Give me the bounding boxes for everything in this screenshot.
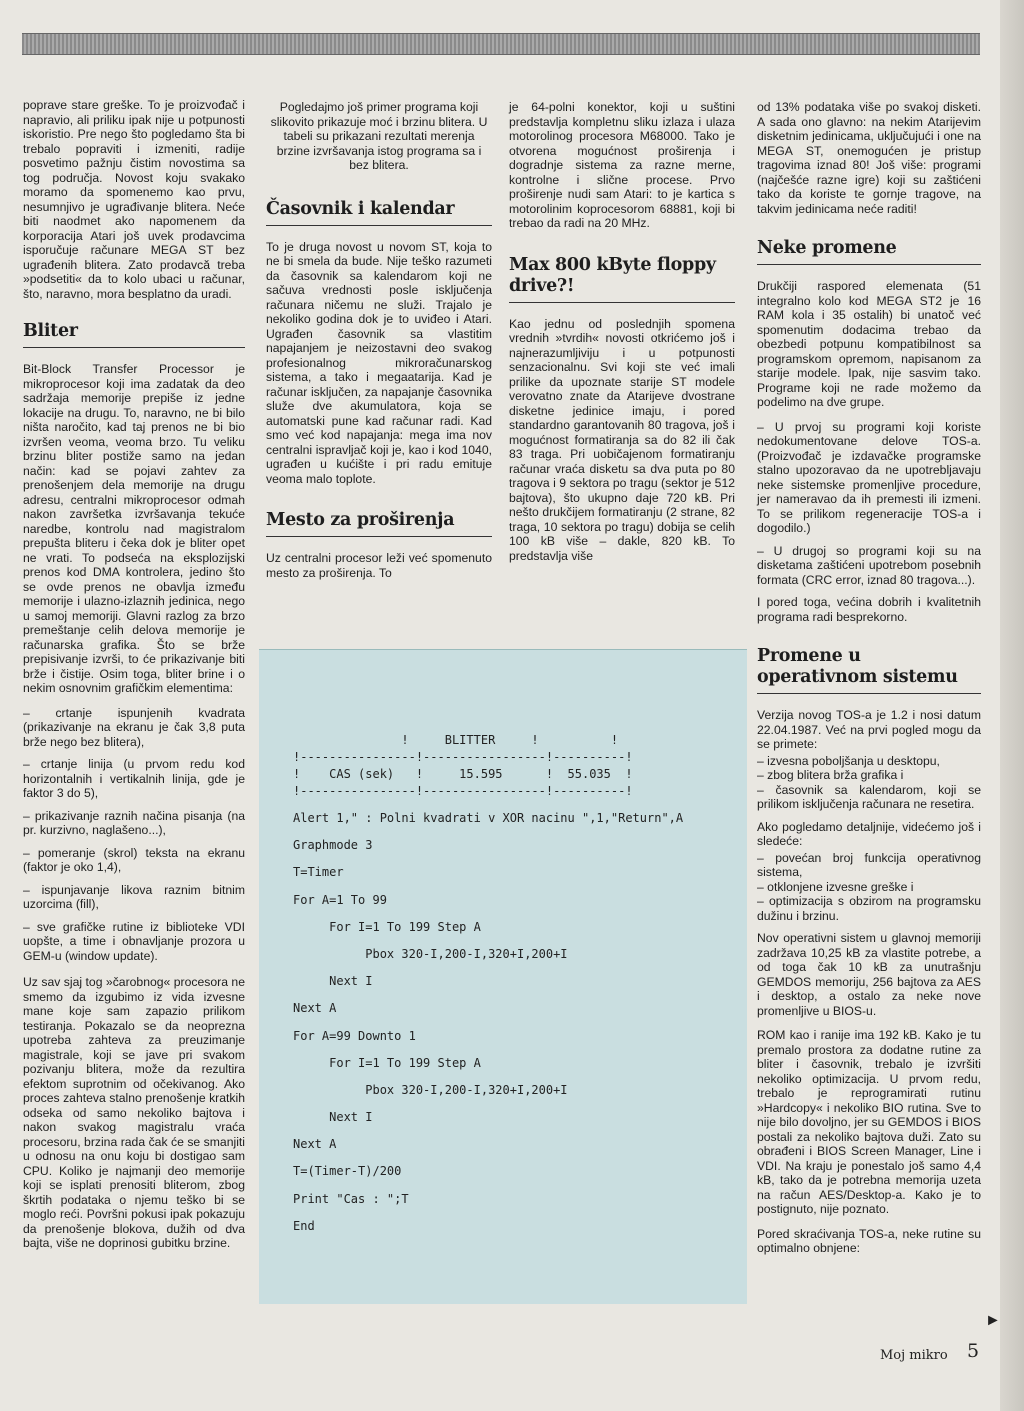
- list-item: – izvesna poboljšanja u desktopu,: [757, 753, 940, 768]
- heading-mesto: Mesto za proširenja: [266, 510, 492, 537]
- heading-neke-promene: Neke promene: [757, 238, 981, 265]
- paragraph: Pogledajmo još primer programa koji slikovito prikazuje moć i brzinu blitera. U tabeli su prikazani rezultati merenja brzine izvršavanja istog programa sa i bez blitera.: [270, 100, 488, 172]
- program-code: Alert 1," : Polni kvadrati v XOR nacinu ",1,"Return",A Graphmode 3 T=Timer For A=1 To 99 For I=1 To 199 Step A Pbox 320-I,200-I,320+I,200+I Next I Next A For A=99 Downto 1 For I=1 To 199 Step A Pbox 320-I,200-I,320+I,200+I Next I Next A T=(Timer-T)/200 Print "Cas : ";T End: [293, 811, 684, 1233]
- list-item: – U prvoj su programi koji koriste nedokumentovane delove TOS-a. (Proizvođač je izdavačke programske stalno upozoravao da ne upotrebljavaju neke sistemske promenljive procedure, jer nameravao da ih premesti ili izmeni. To se prilikom regeneracije TOS-a i dogodilo.): [757, 419, 981, 535]
- paragraph: Kao jednu od poslednjih spomena vrednih »tvrdih« novosti otkrićemo još i najnerazumljiviju i u potpunosti senzacionalnu. Svi koji ste već imali prilike da upoznate starije ST modele verovatno znate da Atarijeve dvostrane disketne jedinice imaju, i pored standardno garantovanih 80 tragova, još i mogućnost formatiranja sa do 82 ili čak 83 traga. Pri uobičajenom formatiranju računar vraća disketu sa dva puta po 80 tragova i 9 sektora po tragu (sektor je 512 bajtova), što ukupno daje 720 kB. Pri nešto drukčijem formatiranju (2 strane, 82 traga, 10 sektora po tragu) dobija se celih 100 kB više – dakle, 820 kB. To predstavlja više: [509, 316, 735, 563]
- list-item: – otklonjene izvesne greške i: [757, 879, 914, 894]
- paragraph: Ako pogledamo detaljnije, videćemo još i sledeće:: [757, 819, 981, 848]
- column-2: [266, 100, 492, 590]
- paragraph: Nov operativni sistem u glavnoj memoriji zadržava 10,25 kB za vlastite potrebe, a od toga čak 10 kB za unutrašnju GEMDOS memoriju, 256 bajtova za AES i desktop, a ostalo za neke nove promenljive u BIOS-u.: [757, 931, 981, 1018]
- heading-floppy: Max 800 kByte floppy drive?!: [509, 255, 735, 303]
- list-item: – optimizacija s obzirom na programsku dužinu i brzinu.: [757, 894, 981, 923]
- column-1: [23, 98, 245, 1261]
- list-item: – pomeranje (skrol) teksta na ekranu (faktor je oko 1,4),: [23, 845, 245, 874]
- paragraph: od 13% podataka više po svakoj disketi. A sada ono glavno: na nekim Atarijevim disketnim jedinicama, uključujući i one na MEGA ST, onemogućen je pristup tragovima iznad 80! Još više: programi (najčešće razne igre) koji su zaštićeni tako da koriste te gornje tragove, na takvim jedinicama neće raditi!: [757, 100, 981, 216]
- paragraph: Bit-Block Transfer Processor je mikroprocesor koji ima zadatak da deo sadržaja memorije prepiše iz jedne lokacije na drugu. To, naravno, ne bi bilo ništa naročito, kad taj prenos ne bi bio izvršen veoma, veoma brzo. Tu veliku brzinu bliter postiže samo na jedan način: kad se pojavi zahtev za prenošenjem dela memorije na drugu adresu, centralni mikroprocesor odmah nakon završetka izvršavanja tekuće naredbe, kontrolu nad magistralom prepušta bliteru i čeka dok je bliter opet ne vrati. To podseća na eksplozijski prenos kod DMA kontrolera, jedino što se ovde prenos ne obavlja između memorije i ulazno-izlaznih jedinica, nego u samoj memoriji. Glavni razlog za brzo premeštanje celih delova memorije je računarska grafika. Što se brže prepisivanje izvrši, to će prikazivanje biti brže i čistije. Osim toga, bliter brine i o nekim osnovnim grafičkim elementima:: [23, 362, 245, 695]
- list-item: – časovnik sa kalendarom, koji se prilikom isključenja računara ne resetira.: [757, 782, 981, 811]
- paragraph: To je druga novost u novom ST, koja to ne bi smela da bude. Nije teško razumeti da časovnik sa kalendarom koji ne sačuva vrednosti posle isključenja računara ničemu ne služi. Trajalo je nekoliko godina dok je to uviđeo i Atari. Ugrađen časovnik sa vlastitim napajanjem je neizostavni deo svakog profesionalnog mikroračunarskog sistema, a tako i megaatarija. Kad je računar isključen, za napajanje časovnika služe dve akumulatora, koja se automatski pune kad računar radi. Kad smo već kod napajanja: mega ima nov centralni ispravljač koji je, kao i kod 1040, ugrađen u kućište i pri radu emituje veoma malo toplote.: [266, 239, 492, 486]
- paragraph: Pored skraćivanja TOS-a, neke rutine su optimalno obnjene:: [757, 1226, 981, 1255]
- list-item: – prikazivanje raznih načina pisanja (na pr. kurzivno, naglašeno...),: [23, 808, 245, 837]
- list-item: – zbog blitera brža grafika i: [757, 768, 904, 782]
- list-item: – crtanje ispunjenih kvadrata (prikazivanje na ekranu je čak 3,8 puta brže nego bez blitera),: [23, 705, 245, 749]
- list-item: – sve grafičke rutine iz biblioteke VDI uopšte, a time i obnavljanje prozora u GEM-u (window update).: [23, 919, 245, 963]
- magazine-name: Moj mikro: [880, 1348, 948, 1363]
- list-item: – ispunjavanje likova raznim bitnim uzorcima (fill),: [23, 882, 245, 911]
- paragraph: I pored toga, većina dobrih i kvalitetnih programa radi besprekorno.: [757, 595, 981, 624]
- column-4: [757, 100, 981, 1266]
- heading-casovnik: Časovnik i kalendar: [266, 199, 492, 226]
- results-table: ! BLITTER ! ! !----------------!-----------------!----------! ! CAS (sek) ! 15.595 ! 55.035 ! !----------------!-----------------!----------!: [293, 733, 633, 798]
- paragraph: Uz centralni procesor leži već spomenuto mesto za proširenja. To: [266, 551, 492, 580]
- paragraph: ROM kao i ranije ima 192 kB. Kako je tu premalo prostora za dodatne rutine za bliter i časovnik, trebalo je izvršiti nekoliko optimizacija. U prvom redu, trebalo je reprogramirati rutinu »Hardcopy« i nekoliko BIO rutina. Sve to nije bilo dovoljno, jer su GEMDOS i BIOS postali za nekoliko bajtova duži. Zato su obrađeni i BIOS Screen Manager, Line i VDI. Na kraju je ponestalo još samo 4,4 kB, tako da je potrebna memorija uzeta na račun AES/Desktop-a. Kako je to postignuto, nije poznato.: [757, 1028, 981, 1216]
- paragraph: Uz sav sjaj tog »čarobnog« procesora ne smemo da izgubimo iz vida izvesne mane koje sam zapazio prilikom testiranja. Pokazalo se da neoprezna upotreba zahteva za preuzimanje magistrale, koji se jave pri svakom pozivanju blitera, može da rezultira efektom suprotnim od očekivanog. Ako proces zahteva stalno prenošenje kratkih odseka od samo nekoliko bajtova i nakon svakog magistralu vraća procesoru, brzina rada čak će se smanjiti u odnosu na onu koju bi dostigao sam CPU. Koliko je najmanji deo memorije koji se isplati prenositi bliterom, zbog škrtih podataka o njemu teško bi se moglo reći. Površni pokusi ipak pokazuju da prenošenje blokova, dužih od dva bajta, više ne doprinosi gubitku brzine.: [23, 975, 245, 1250]
- heading-promene-os: Promene u operativnom sistemu: [757, 646, 981, 694]
- page-edge: [1000, 0, 1024, 1411]
- heading-bliter: Bliter: [23, 321, 245, 348]
- paragraph: je 64-polni konektor, koji u suštini predstavlja kompletnu sliku izlaza i ulaza motorolinog procesora M68000. Tako je otvorena mogućnost proširenja i dogradnje sistema za razne merne, kontrolne i slične procese. Prvo proširenje nudi sam Atari: to je kartica s motorolinim koprocesorom 68881, koji bi trebao da radi na 20 MHz.: [509, 100, 735, 230]
- list-item: – U drugoj so programi koji su na disketama zaštićeni upotrebom posebnih formata (CRC error, iznad 80 tragova...).: [757, 543, 981, 587]
- paragraph: poprave stare greške. To je proizvođač i napravio, ali priliku ipak nije u potpunosti iskoristio. Pre nego što pogledamo šta bi trebalo popraviti i izmeniti, radije posvetimo pažnju čistim novostima sa tog područja. Novost koju svakako moramo da spomenemo kao prvu, nesumnjivo je ugrađivanje blitera. Neće biti naodmet ako napomenem da korporacija Atari još uvek prodavcima isporučuje računare MEGA ST bez ugrađenih blitera. Zato prodavcă treba »podsetiti« da to kolo ubaci u računar, što, naravno, mora besplatno da uradi.: [23, 98, 245, 301]
- paragraph: Verzija novog TOS-a je 1.2 i nosi datum 22.04.1987. Već na prvi pogled mogu da se primete:: [757, 708, 981, 751]
- page-number: 5: [967, 1340, 980, 1362]
- list-item: – povećan broj funkcija operativnog sistema,: [757, 850, 981, 879]
- continue-arrow-icon: ►: [985, 1312, 1001, 1329]
- list-item: – crtanje linija (u prvom redu kod horizontalnih i vertikalnih linija, gde je faktor 3 do 5),: [23, 757, 245, 800]
- program-listing-box: [259, 649, 747, 1304]
- column-3: [509, 100, 735, 573]
- paragraph: Drukčiji raspored elemenata (51 integralno kolo kod MEGA ST2 je 16 RAM kola i 35 ostalih) bi unatoč već spomenutim dodacima trebao da obezbedi potpunu kompatibilnost sa programskom opremom, napisanom za starije modele. Ipak, nije sasvim tako. Programe koji ne rade možemo da podelimo na dve grupe.: [757, 279, 981, 409]
- header-band: [22, 33, 980, 55]
